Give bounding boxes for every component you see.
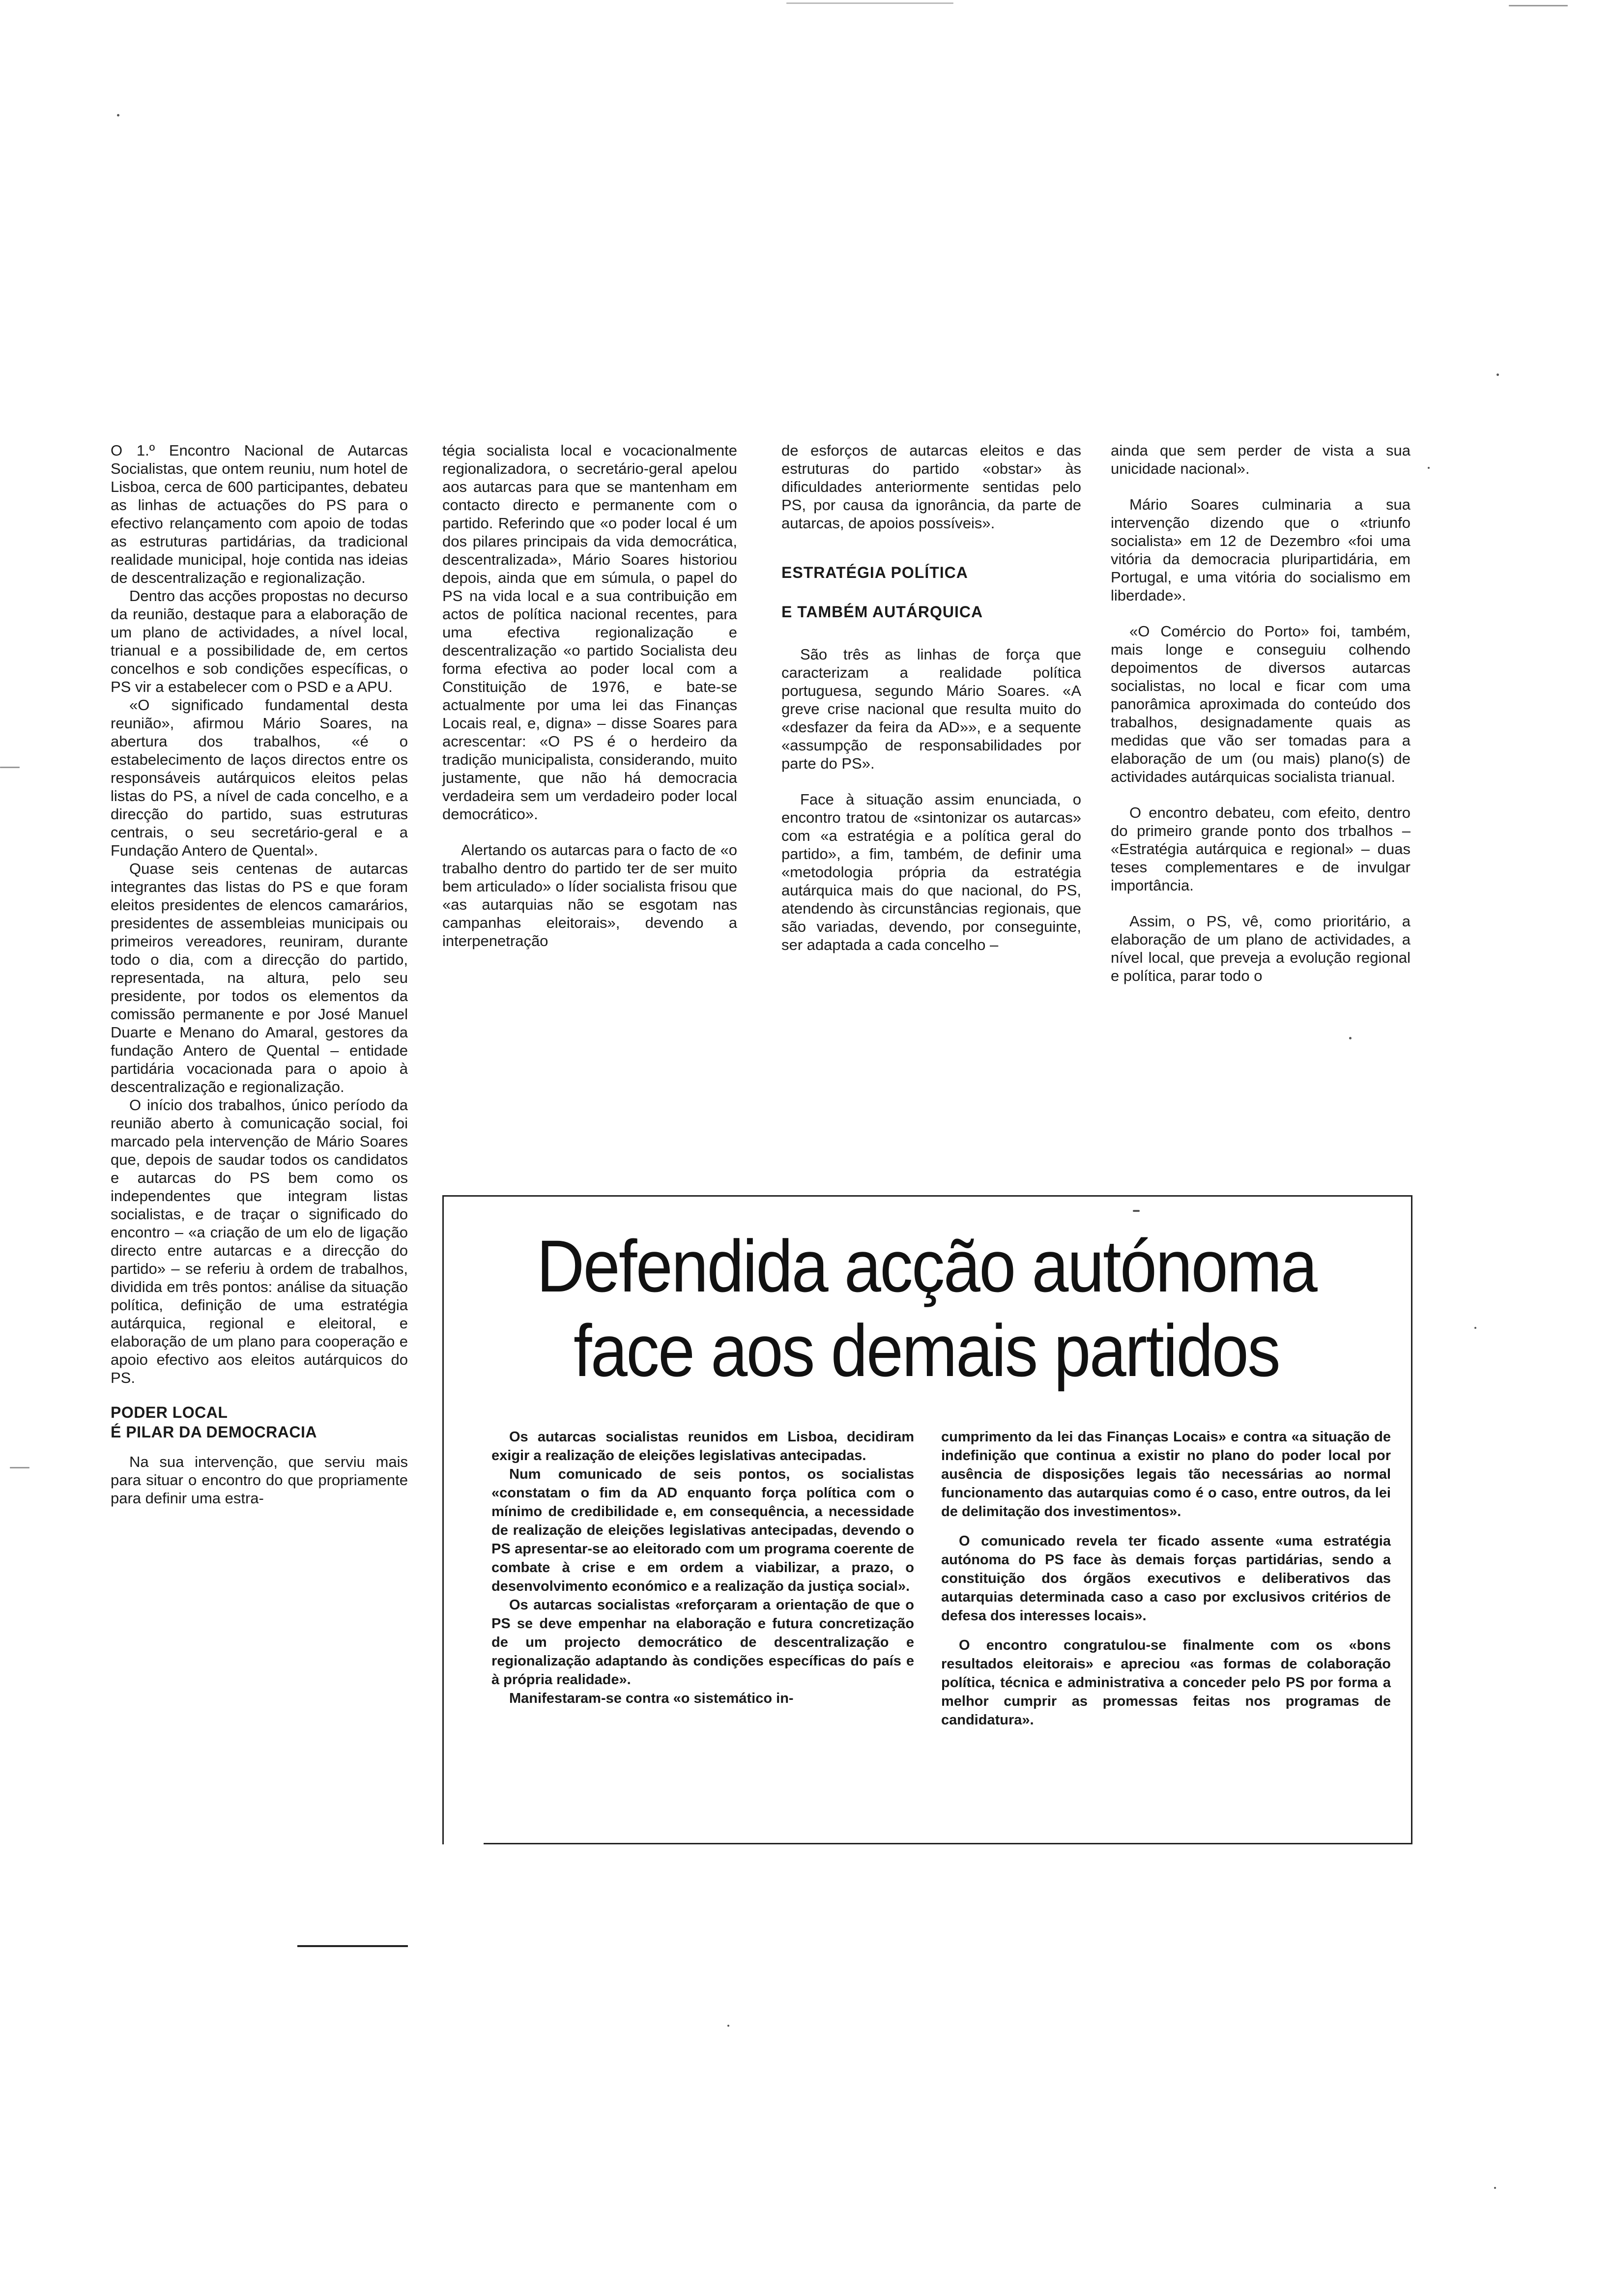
paragraph: Assim, o PS, vê, como prioritário, a elaboração de um plano de actividades, a nível local, que preveja a evolução regional e política, parar todo o: [1111, 913, 1410, 984]
box-column-1: [491, 1428, 914, 1708]
scan-speck: [1133, 1210, 1140, 1212]
article-column-4: [1111, 441, 1410, 985]
headline-line: face aos demais partidos: [573, 1309, 1280, 1392]
paragraph: Quase seis centenas de autarcas integrantes das listas do PS e que foram eleitos presidentes de elencos camarários, presidentes de assembleias municipais ou primeiros vereadores, reuniram, durante todo o dia, com a direcção do partido, representada, na altura, pelo seu presidente, por todos os elementos da comissão permanente e por José Manuel Duarte e Menano do Amaral, gestores da fundação Antero de Quental – entidade partidária vocacionada para o apoio à descentralização e regionalização.: [111, 860, 408, 1095]
paragraph: O 1.º Encontro Nacional de Autarcas Socialistas, que ontem reuniu, num hotel de Lisboa, cerca de 600 participantes, debateu as linhas de actuações do PS para o efectivo relançamento com apoio de todas as estruturas partidárias, da tradicional realidade municipal, hoje contida nas ideias de descentralização e regionalização.: [111, 442, 408, 586]
headline-line: Defendida acção autónoma: [536, 1225, 1317, 1307]
scan-speck: [0, 767, 20, 768]
scan-speck: [1474, 1327, 1476, 1329]
paragraph: cumprimento da lei das Finanças Locais» e contra «a situação de indefinição que continua a existir no plano do poder local por ausência de disposições legais tão necessárias ao normal funcionamento das autarquias como é o caso, entre outros, da lei de delimitação dos investimentos».: [941, 1429, 1391, 1520]
subheading-line: PODER LOCAL: [111, 1404, 228, 1421]
paragraph: Num comunicado de seis pontos, os socialistas «constatam o fim da AD enquanto força política com o mínimo de credibilidade e, em consequência, a necessidade de realização de eleições legislativas antecipadas, devendo o PS apresentar-se ao eleitorado com um programa coerente de combate à crise e em ordem a viabilizar, a prazo, o desenvolvimento económico e a realização da justiça social».: [491, 1466, 914, 1594]
paragraph: ainda que sem perder de vista a sua unicidade nacional».: [1111, 442, 1410, 477]
paragraph: «O significado fundamental desta reunião», afirmou Mário Soares, na abertura dos trabalhos, «é o estabelecimento de laços directos entre os responsáveis autárquicos eleitos pelas listas do PS, a nível de cada concelho, e a direcção do partido, suas estruturas centrais, o seu secretário-geral e a Fundação Antero de Quental».: [111, 696, 408, 859]
paragraph: Alertando os autarcas para o facto de «o trabalho dentro do partido ter de ser muito bem articulado» o líder socialista frisou que «as autarquias não se esgotam nas campanhas eleitorais», devendo a interpenetração: [442, 841, 737, 949]
scan-speck: [1349, 1037, 1352, 1039]
subheading-line: É PILAR DA DEMOCRACIA: [111, 1423, 317, 1441]
paragraph: Manifestaram-se contra «o sistemático in-: [509, 1691, 794, 1706]
subheading-poder-local: [111, 1403, 408, 1442]
scan-speck: [1494, 2187, 1496, 2189]
paragraph: O encontro congratulou-se finalmente com os «bons resultados eleitorais» e apreciou «as formas de colaboração política, técnica e administrativa a conceder pelo PS por forma a melhor cumprir as promessas feitas nos programas de candidatura».: [941, 1637, 1391, 1728]
box-column-2: [941, 1428, 1391, 1729]
paragraph: O comunicado revela ter ficado assente «uma estratégia autónoma do PS face às demais forças partidárias, sendo a constituição dos órgãos executivos e deliberativos das autarquias determinada caso a caso por exclusivos critérios de defesa dos interesses locais».: [941, 1533, 1391, 1624]
scan-speck: [1509, 5, 1568, 6]
article-column-1: [111, 441, 408, 1507]
scan-speck: [727, 2025, 729, 2027]
paragraph: Na sua intervenção, que serviu mais para situar o encontro do que propriamente para definir uma estra-: [111, 1453, 408, 1507]
scan-speck: [1428, 467, 1430, 469]
box-headline: [493, 1224, 1360, 1393]
end-rule: [297, 1945, 408, 1947]
subheading-line: E TAMBÉM AUTÁRQUICA: [781, 603, 983, 621]
scan-speck: [117, 114, 119, 116]
paragraph: O início dos trabalhos, único período da reunião aberto à comunicação social, foi marcado pela intervenção de Mário Soares que, depois de saudar todos os candidatos e autarcas do PS bem como os independentes que integram listas socialistas, e de traçar o significado do encontro – «a criação de um elo de ligação directo entre autarcas e a direcção do partido» – se referiu à ordem de trabalhos, dividida em três pontos: análise da situação política, definição de uma estratégia autárquica, regional e eleitoral, e elaboração de um plano para cooperação e apoio efectivo aos eleitos autárquicos do PS.: [111, 1096, 408, 1386]
paragraph: tégia socialista local e vocacionalmente regionalizadora, o secretário-geral apelou aos autarcas para que se mantenham em contacto directo e permanente com o partido. Referindo que «o poder local é um dos pilares principais da vida democrática, descentralizada», Mário Soares historiou depois, ainda que em súmula, o papel do PS na vida local e a sua contribuição em actos de política nacional recentes, para uma efectiva regionalização e descentralização «o partido Socialista deu forma efectiva ao poder local com a Constituição de 1976, e bate-se actualmente por uma lei das Finanças Locais real, e, digna» – disse Soares para acrescentar: «O PS é o herdeiro da tradição municipalista, considerando, muito justamente, que não há democracia verdadeira sem um verdadeiro poder local democrático».: [442, 442, 737, 823]
scan-speck: [786, 2, 953, 4]
paragraph: Os autarcas socialistas «reforçaram a orientação de que o PS se deve empenhar na elaboração e futura concretização de um projecto democrático de descentralização e regionalização adaptando às condições específicas do país e à própria realidade».: [491, 1597, 914, 1688]
paragraph: Mário Soares culminaria a sua intervenção dizendo que o «triunfo socialista» em 12 de Dezembro «foi uma vitória da democracia pluripartidária, em Portugal, e uma vitória do socialismo em liberdade».: [1111, 496, 1410, 604]
paragraph: de esforços de autarcas eleitos e das estruturas do partido «obstar» às dificuldades anteriormente sentidas pelo PS, por causa da ignorância, da parte de autarcas, de apoios possíveis».: [781, 442, 1081, 532]
article-column-3: [781, 441, 1081, 954]
sidebar-box-bottom-rule: [484, 1843, 1411, 1844]
paragraph: São três as linhas de força que caracterizam a realidade política portuguesa, segundo Mário Soares. «A greve crise nacional que resulta muito do «desfazer da feira da AD»», e a sequente «assumpção de responsabilidades por parte do PS».: [781, 646, 1081, 772]
subheading-estrategia: [781, 563, 1081, 622]
subheading-line: ESTRATÉGIA POLÍTICA: [781, 564, 968, 581]
scan-speck: [10, 1467, 29, 1468]
paragraph: O encontro debateu, com efeito, dentro do primeiro grande ponto dos trbalhos – «Estratégia autárquica e regional» – duas teses complementares e de invulgar importância.: [1111, 804, 1410, 894]
paragraph: «O Comércio do Porto» foi, também, mais longe e conseguiu colhendo depoimentos de diversos autarcas socialistas, no local e ficar com uma panorâmica aproximada do conteúdo dos trabalhos, designadamente quais as medidas que vão ser tomadas para a elaboração de um (ou mais) plano(s) de actividades autárquicas socialista trianual.: [1111, 623, 1410, 785]
paragraph: Face à situação assim enunciada, o encontro tratou de «sintonizar os autarcas» com «a estratégia e a política geral do partido», a fim, também, de definir uma «metodologia própria da estratégia autárquica mais do que nacional, do PS, atendendo às circunstâncias regionais, que são variadas, devendo, por conseguinte, ser adaptada a cada concelho –: [781, 791, 1081, 953]
scan-speck: [1497, 373, 1499, 376]
paragraph: Dentro das acções propostas no decurso da reunião, destaque para a elaboração de um plano de actividades, a nível local, trianual e a possibilidade de, em certos concelhos e sob condições específicas, o PS vir a estabelecer com o PSD e a APU.: [111, 587, 408, 695]
paragraph: Os autarcas socialistas reunidos em Lisboa, decidiram exigir a realização de eleições legislativas antecipadas.: [491, 1429, 914, 1464]
article-column-2: [442, 441, 737, 950]
